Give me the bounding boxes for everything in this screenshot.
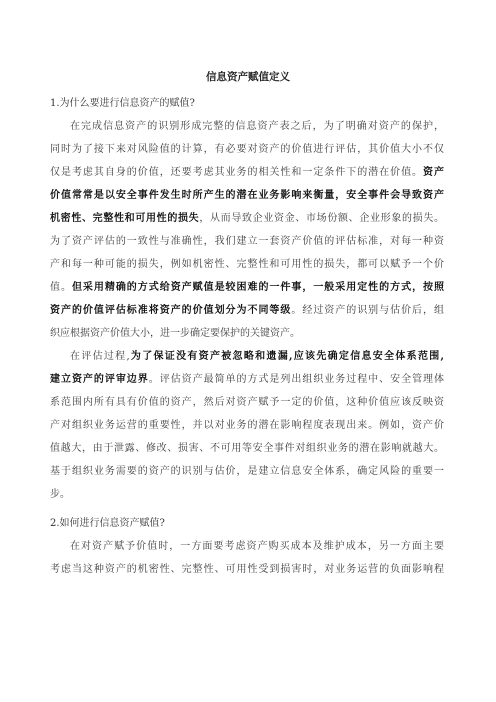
text-line [50, 276, 444, 299]
bold-text-segment: 机密性、完整性和可用性的损失 [50, 213, 200, 224]
text-segment: 产对组织业务运营的重要性，并以对业务的潜在影响程度表现出来。例如，资产价 [50, 420, 444, 431]
text-segment: 在评估过程, [70, 351, 130, 362]
text-segment: 考虑当这种资产的机密性、完整性、可用性受到损害时，对业务运营的负面影响程 [50, 564, 444, 575]
text-line [50, 138, 444, 161]
text-segment: 。评估资产最简单的方式是列出组织业务过程中、安全管理体 [148, 374, 444, 385]
text-line [50, 460, 444, 483]
question-heading-1: 1.为什么要进行信息资产的赋值? [50, 98, 195, 109]
text-line [50, 322, 444, 345]
text-line [50, 230, 444, 253]
text-line [50, 299, 444, 322]
bold-text-segment: 资产 [423, 167, 444, 178]
text-segment: 产和每一种可能的损失，例如机密性、完整性和可用性的损失，都可以赋予一个价 [50, 259, 444, 270]
text-segment: 在完成信息资产的识别形成完整的信息资产表之后，为了明确对资产的保护， [70, 121, 444, 132]
text-segment: 步。 [50, 489, 70, 500]
bold-text-segment: 资产的价值评估标准将资产的价值划分为不同等级 [50, 305, 292, 316]
text-segment: 同时为了接下来对风险值的计算，有必要对资产的价值进行评估，其价值大小不仅 [50, 144, 444, 155]
text-segment: 在对资产赋予价值时，一方面要考虑资产购买成本及维护成本，另一方面主要 [70, 541, 444, 552]
text-line [50, 207, 444, 230]
text-segment: 。经过资产的识别与估价后，组 [291, 305, 444, 316]
text-line [50, 437, 444, 460]
text-segment: 织应根据资产价值大小，进一步确定要保护的关键资产。 [50, 328, 300, 339]
text-segment: 值越大，由于泄露、修改、损害、不可用等安全事件对组织业务的潜在影响就越大。 [50, 443, 444, 454]
text-line [70, 115, 444, 138]
text-segment: 为了资产评估的一致性与准确性，我们建立一套资产价值的评估标准，对每一种资 [50, 236, 444, 247]
page-title: 信息资产赋值定义 [206, 71, 290, 83]
text-segment: 值。 [50, 282, 72, 293]
text-line [50, 253, 444, 276]
text-line [50, 184, 444, 207]
bold-text-segment: 为了保证没有资产被忽略和遗漏,应该先确定信息安全体系范围, [129, 351, 444, 362]
text-line [50, 414, 444, 437]
text-line [50, 368, 444, 391]
text-line [50, 161, 444, 184]
text-line [70, 345, 444, 368]
bold-text-segment: 建立资产的评审边界 [50, 374, 149, 385]
question-heading-2: 2.如何进行信息资产赋值? [50, 518, 165, 529]
text-segment: 系范围内所有具有价值的资产，然后对资产赋予一定的价值，这种价值应该反映资 [50, 397, 444, 408]
text-line [50, 483, 444, 506]
text-line [50, 558, 444, 581]
text-line [70, 535, 444, 558]
bold-text-segment: 但采用精确的方式给资产赋值是较困难的一件事，一般采用定性的方式，按照 [71, 282, 444, 293]
text-segment: 基于组织业务需要的资产的识别与估价，是建立信息安全体系，确定风险的重要一 [50, 466, 444, 477]
text-line [50, 391, 444, 414]
text-segment: 仅是考虑其自身的价值，还要考虑其业务的相关性和一定条件下的潜在价值。 [50, 167, 424, 178]
text-segment: ，从而导致企业资金、市场份额、企业形象的损失。 [199, 213, 444, 224]
bold-text-segment: 价值常常是以安全事件发生时所产生的潜在业务影响来衡量，安全事件会导致资产 [50, 190, 444, 201]
